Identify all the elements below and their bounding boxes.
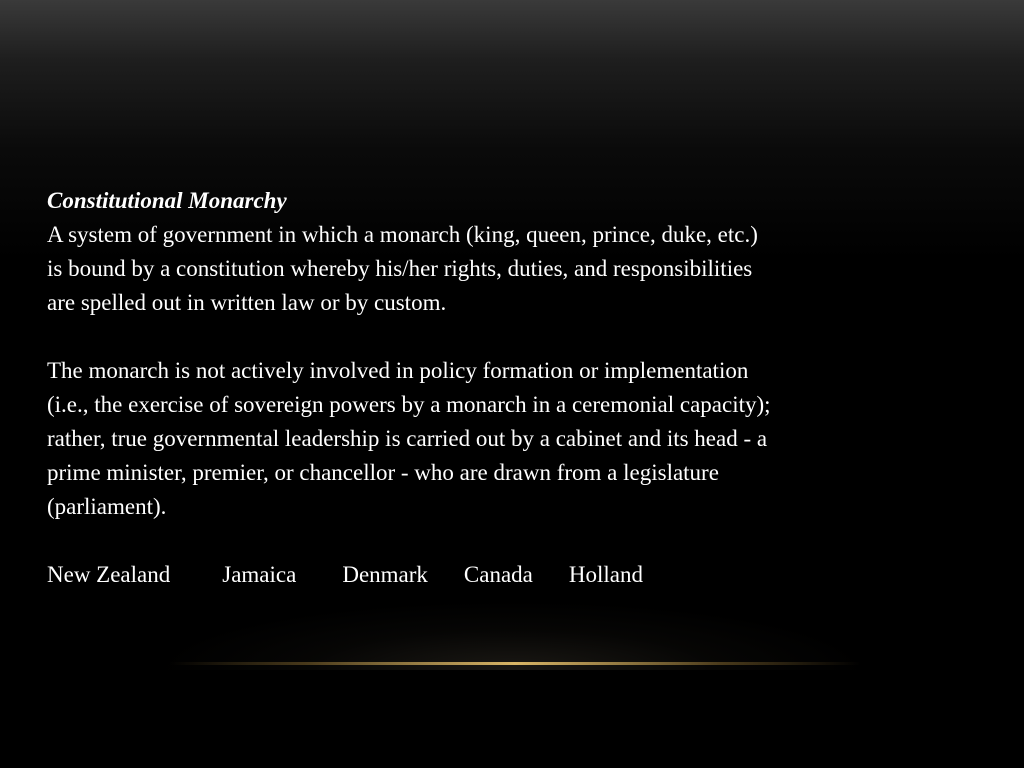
definition-line: are spelled out in written law or by custom. xyxy=(47,290,447,315)
country-item: Holland xyxy=(568,562,643,587)
slide-heading: Constitutional Monarchy xyxy=(47,188,287,213)
role-line: The monarch is not actively involved in policy formation or implementation xyxy=(47,358,749,383)
gold-divider-line xyxy=(170,662,860,665)
role-line: rather, true governmental leadership is carried out by a cabinet and its head - a xyxy=(47,426,768,451)
country-item: New Zealand xyxy=(47,562,171,587)
definition-line: A system of government in which a monarch (king, queen, prince, duke, etc.) xyxy=(47,222,758,247)
floor-glow xyxy=(150,600,874,670)
slide-body xyxy=(47,184,987,592)
country-examples xyxy=(47,558,987,592)
role-line: (parliament). xyxy=(47,494,167,519)
country-item: Jamaica xyxy=(222,562,297,587)
definition-line: is bound by a constitution whereby his/her rights, duties, and responsibilities xyxy=(47,256,753,281)
country-item: Denmark xyxy=(342,562,428,587)
paragraph-spacer xyxy=(47,524,987,558)
role-paragraph xyxy=(47,354,987,524)
definition-paragraph xyxy=(47,218,987,320)
country-item: Canada xyxy=(463,562,533,587)
role-line: (i.e., the exercise of sovereign powers by a monarch in a ceremonial capacity); xyxy=(47,392,771,417)
paragraph-spacer xyxy=(47,320,987,354)
role-line: prime minister, premier, or chancellor - who are drawn from a legislature xyxy=(47,460,719,485)
